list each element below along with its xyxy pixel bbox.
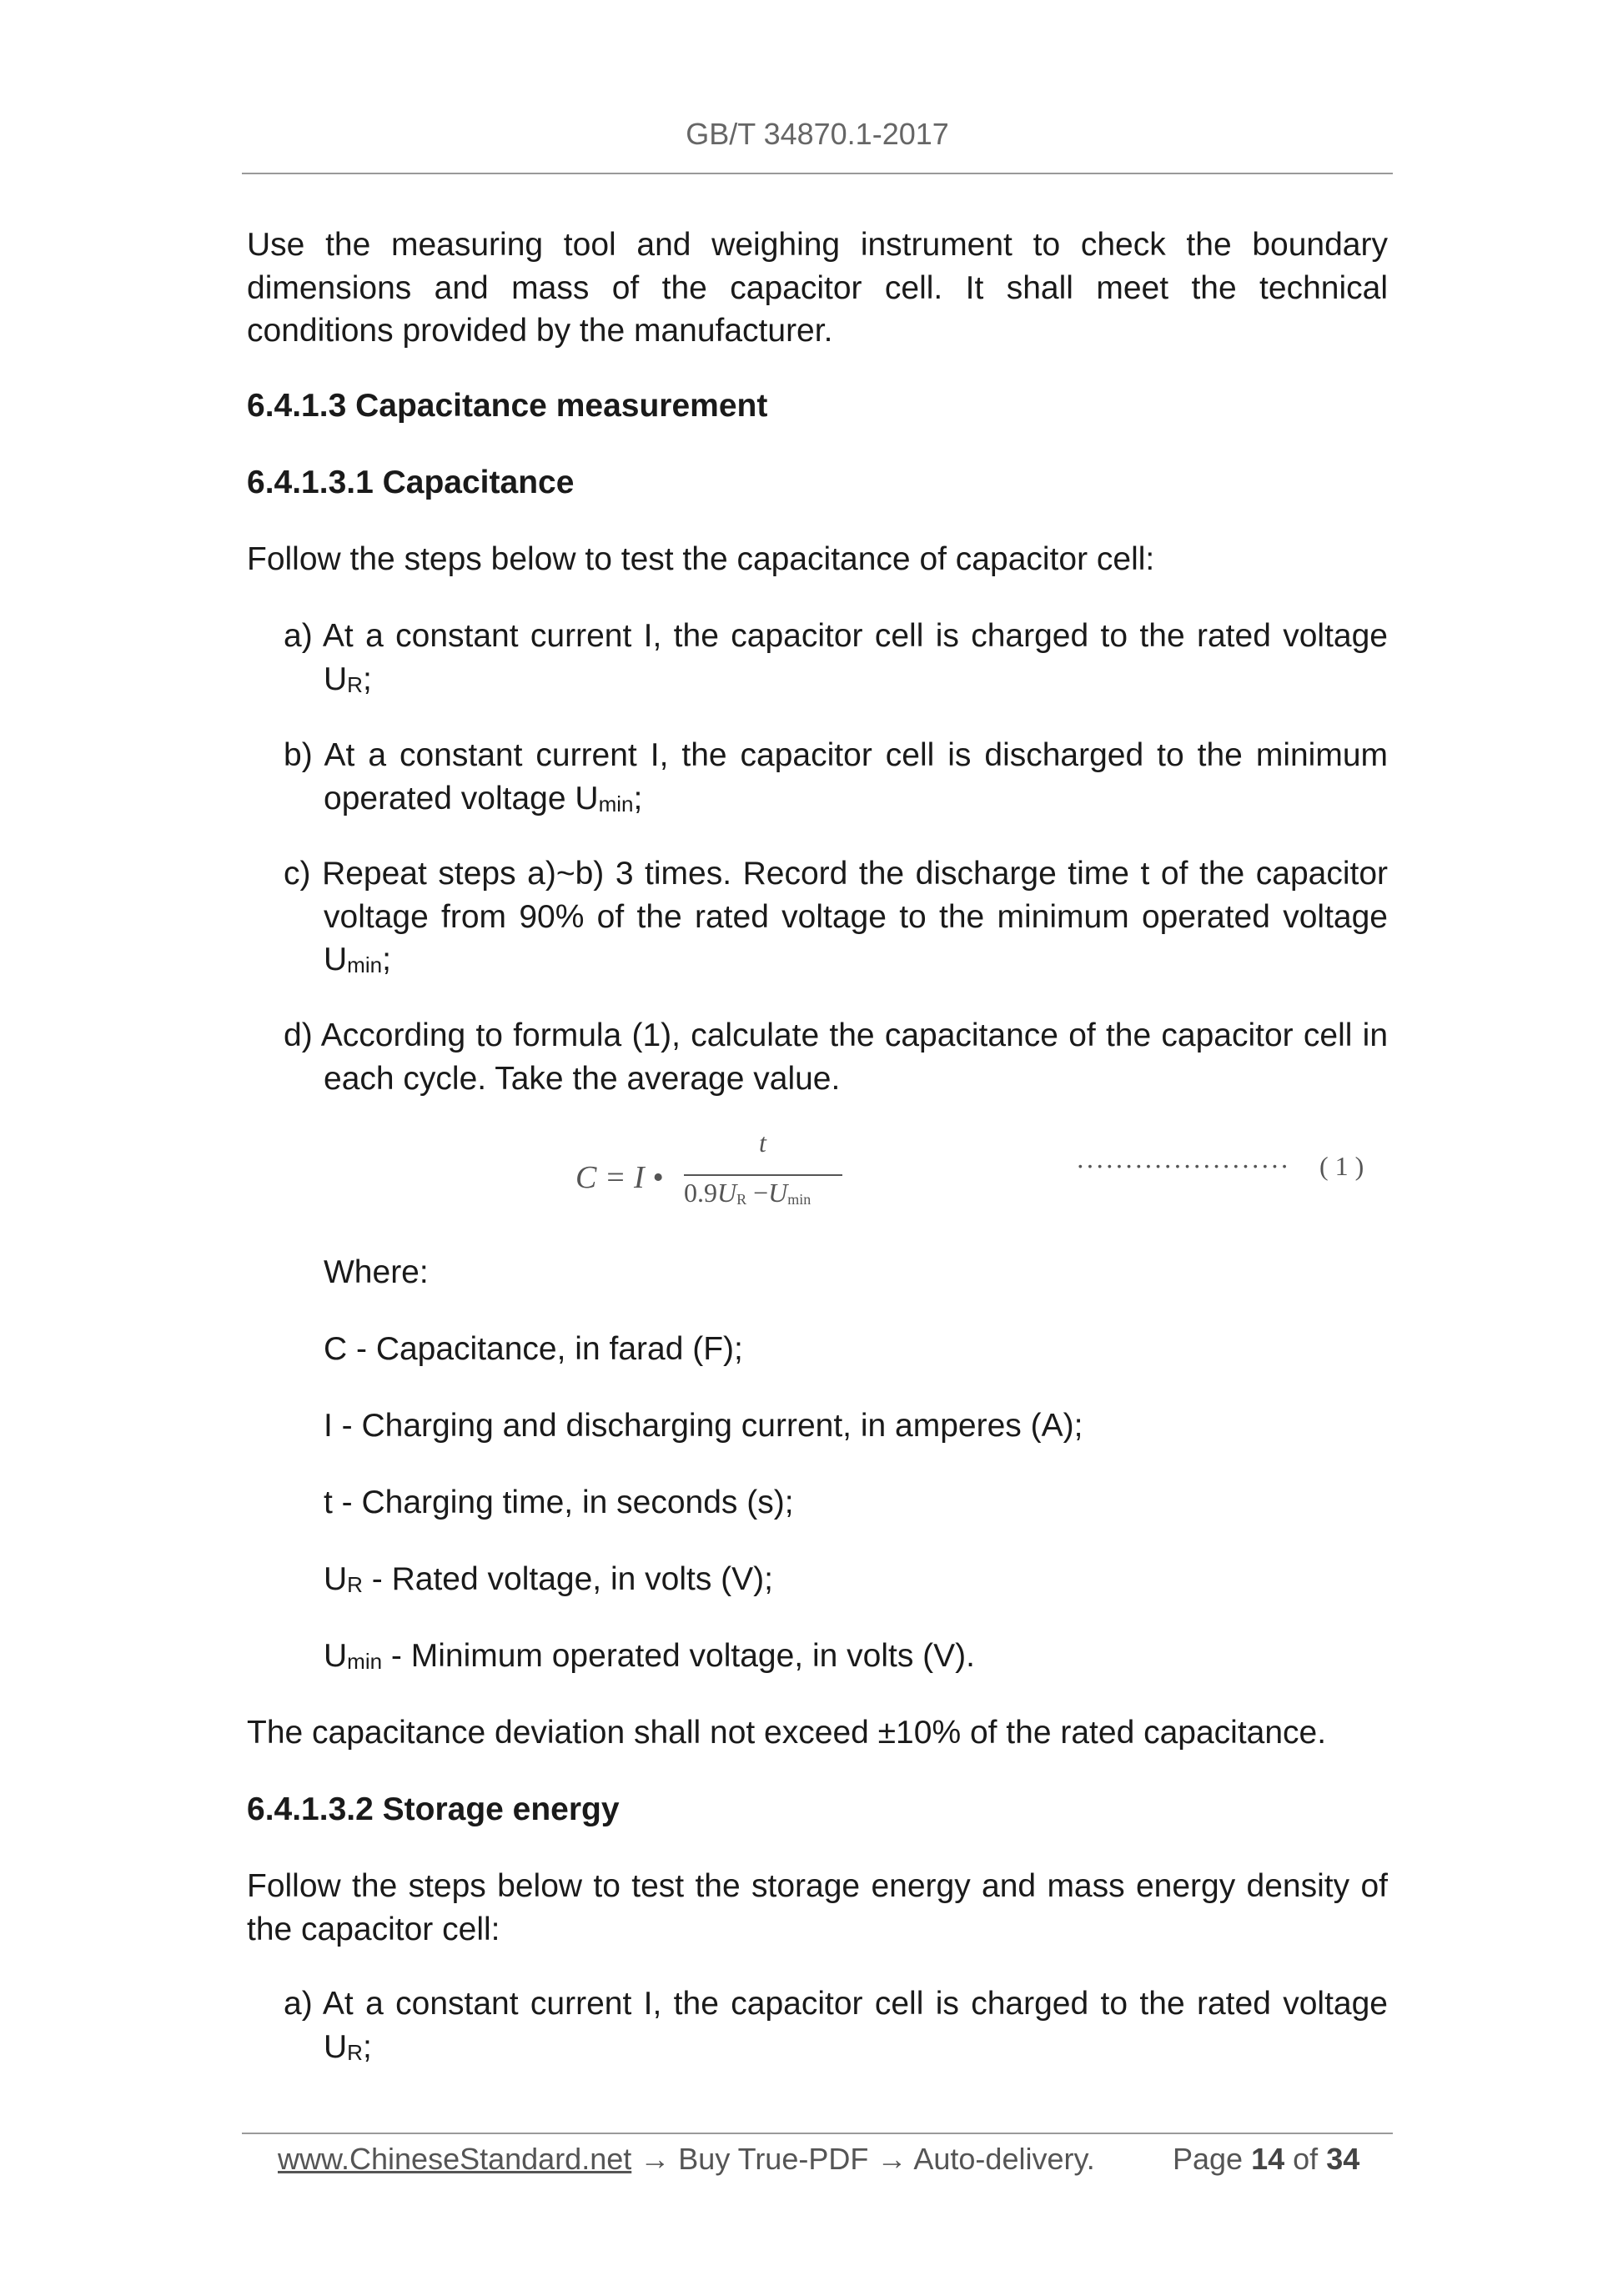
heading-6-4-1-3-1: 6.4.1.3.1 Capacitance [247,465,575,500]
step-b-label: b) [284,737,313,773]
definition-i: I - Charging and discharging current, in amperes (A); [324,1408,1083,1444]
step-a-sub: R [347,671,363,697]
footer-buy-text: Buy True-PDF [678,2142,869,2176]
running-header: GB/T 34870.1-2017 [686,117,949,151]
formula-leader-dots: ······················ [1076,1151,1290,1181]
page-number: Page 14 of 34 [1173,2142,1360,2176]
step-c-text: Repeat steps a)~b) 3 times. Record the discharge time t of the capacitor voltage from 90% of the rated voltage to the minimum operated voltage U [322,856,1389,977]
formula-fraction-bar [684,1174,842,1176]
definition-ur: $U_R$ - Rated voltage, in volts (V); [324,1561,773,1597]
storage-step-a-text: At a constant current I, the capacitor cell is charged to the rated voltage U [322,1986,1388,2065]
intro-paragraph: Use the measuring tool and weighing instrument to check the boundary dimensions and mass of the capacitor cell. It shall meet the technical conditions provided by the manufacturer. [247,227,1388,349]
step-d-label: d) [284,1017,313,1053]
step-b-text: At a constant current I, the capacitor cell is discharged to the minimum operated voltage U [324,737,1388,816]
header-rule [242,173,1393,174]
formula-denominator: $0.9U_R -U_{min}$ [684,1178,812,1208]
step-c-sub: min [347,952,383,977]
storage-energy-lead: Follow the steps below to test the storage energy and mass energy density of the capacitor cell: [247,1868,1388,1947]
step-b: b) At a constant current I, the capacitor cell is discharged to the minimum operated voltage $U_{min}$; [284,737,1388,816]
storage-step-a-label: a) [284,1986,313,2022]
arrow-right-icon: → [640,2142,671,2176]
step-c-label: c) [284,856,311,892]
capacitance-lead: Follow the steps below to test the capacitance of capacitor cell: [247,541,1155,577]
step-b-sub: min [598,791,634,816]
deviation-statement: The capacitance deviation shall not exceed ±10% of the rated capacitance. [247,1715,1327,1751]
storage-step-a: a) At a constant current I, the capacitor cell is charged to the rated voltage $U_R$; [284,1986,1388,2065]
footer-site-link[interactable]: www.ChineseStandard.net [278,2142,632,2176]
step-c: c) Repeat steps a)~b) 3 times. Record the discharge time t of the capacitor voltage from 90% of the rated voltage to the minimum operated voltage $U_{min}$; [284,856,1389,977]
step-a-label: a) [284,618,313,654]
footer-rule [242,2133,1393,2134]
heading-6-4-1-3: 6.4.1.3 Capacitance measurement [247,388,768,424]
step-a: a) At a constant current I, the capacitor cell is charged to the rated voltage $U_R$; [284,618,1388,697]
step-a-text: At a constant current I, the capacitor cell is charged to the rated voltage U [322,618,1388,697]
step-d-text: According to formula (1), calculate the capacitance of the capacitor cell in each cycle. Take the average value. [320,1017,1389,1097]
formula-1 [575,1128,1393,1219]
storage-step-a-sub: R [347,2039,363,2065]
footer-promo [278,2138,1095,2181]
formula-number: ( 1 ) [1319,1151,1364,1181]
definition-umin: $U_{min}$ - Minimum operated voltage, in volts (V). [324,1638,976,1674]
definition-t: t - Charging time, in seconds (s); [324,1485,794,1520]
definition-c: C - Capacitance, in farad (F); [324,1331,743,1367]
footer-delivery-text: Auto-delivery. [913,2142,1095,2176]
arrow-right-icon: → [877,2142,907,2176]
formula-lhs: C = I • [575,1160,664,1195]
heading-6-4-1-3-2: 6.4.1.3.2 Storage energy [247,1791,620,1827]
formula-numerator: t [759,1128,766,1158]
where-label: Where: [324,1254,429,1290]
step-d [284,1014,1388,1100]
